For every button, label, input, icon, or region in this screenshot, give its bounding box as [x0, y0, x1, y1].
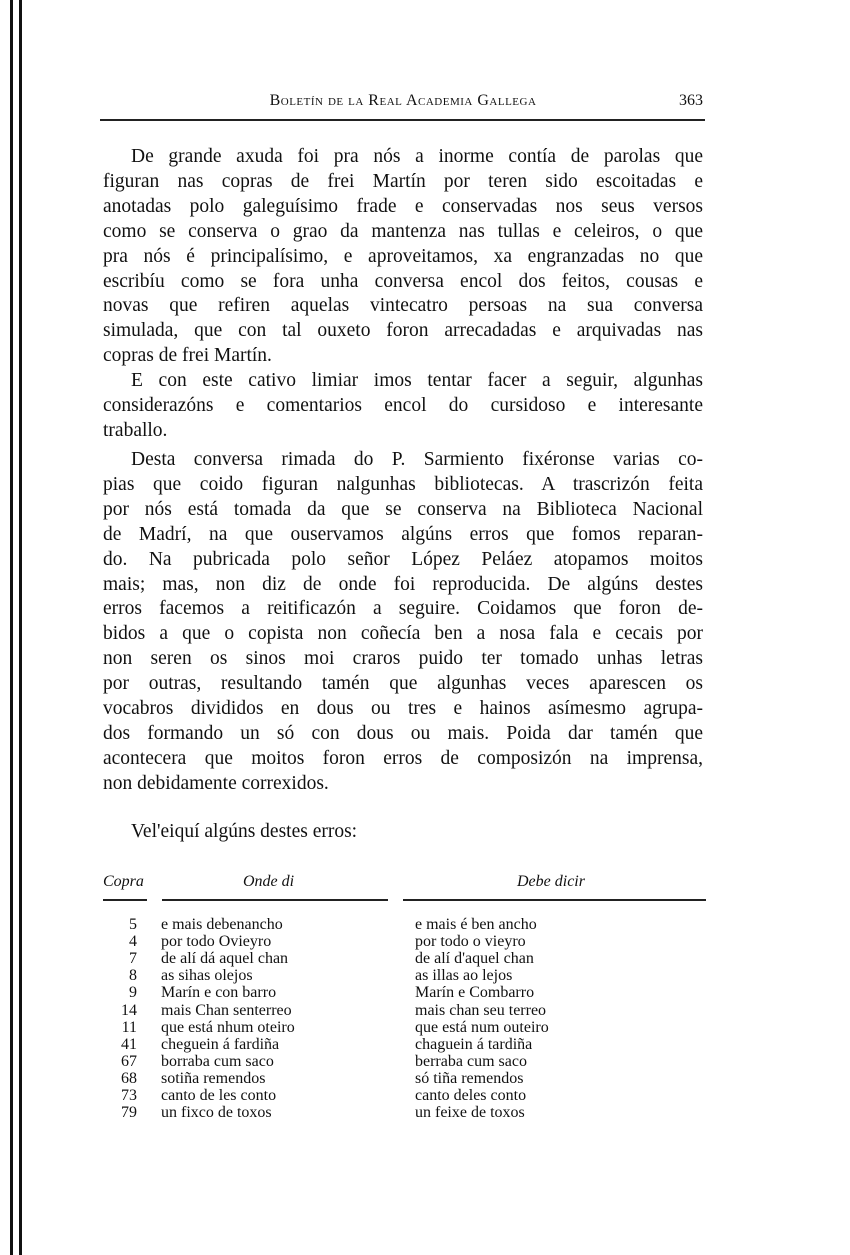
text-line: anotadas polo galeguísimo frade e conservadas nos seus versos	[103, 195, 703, 217]
debe-dicir-cell: canto deles conto	[415, 1087, 527, 1104]
text-line: figuran nas copras de frei Martín por teren sido escoitadas e	[103, 170, 703, 192]
debe-dicir-cell: as illas ao lejos	[415, 967, 513, 985]
text-line: copras de frei Martín.	[103, 345, 272, 367]
text-line: do. Na pubricada polo señor López Peláez atopamos moitos	[103, 548, 703, 570]
onde-di-cell: borraba cum saco	[161, 1052, 274, 1070]
text-line: pra nós é principalísimo, e aproveitamos, xa engranzadas no que	[103, 245, 703, 267]
text-line: Desta conversa rimada do P. Sarmiento fixéronse varias co-	[131, 449, 703, 470]
running-title: Boletín de la Real Academia Gallega	[269, 92, 537, 109]
text-line: non debidamente correxidos.	[103, 772, 329, 794]
scan-binding-edge	[19, 0, 22, 1255]
debe-dicir-cell: só tiña remendos	[415, 1069, 524, 1087]
text-line: E con este cativo limiar imos tentar facer a seguir, algunhas	[131, 370, 703, 391]
onde-di-cell: e mais debenancho	[161, 916, 283, 933]
scan-binding-edge	[10, 0, 13, 1255]
copra-number: 9	[129, 984, 137, 1002]
text-line: bidos a que o copista non coñecía ben a nosa fala e cecais por	[103, 623, 703, 645]
table-rule	[403, 899, 706, 901]
text-line: erros facemos a reitificazón a seguire. Coidamos que foron de-	[103, 598, 703, 620]
debe-dicir-cell: mais chan seu terreo	[415, 1001, 547, 1019]
onde-di-cell: mais Chan senterreo	[161, 1001, 292, 1019]
onde-di-cell: as sihas olejos	[161, 967, 253, 985]
debe-dicir-cell: berraba cum saco	[415, 1052, 527, 1070]
copra-number: 73	[121, 1087, 137, 1104]
text-line: novas que refiren aquelas vintecatro persoas na sua conversa	[103, 295, 703, 317]
copra-number: 5	[129, 916, 137, 933]
text-line: acontecera que moitos foron erros de composizón na imprensa,	[103, 747, 703, 769]
text-line: como se conserva o grao da mantenza nas tullas e celeiros, o que	[103, 220, 703, 242]
copra-number: 67	[121, 1052, 137, 1070]
onde-di-cell: Marín e con barro	[161, 984, 277, 1002]
text-line: non seren os sinos moi craros puido ter tomado unhas letras	[103, 648, 703, 670]
copra-number: 79	[121, 1104, 137, 1122]
text-line: pias que coido figuran nalgunhas bibliotecas. A trascrizón feita	[103, 473, 703, 495]
text-line: De grande axuda foi pra nós a inorme contía de parolas que	[131, 146, 703, 167]
text-line: traballo.	[103, 419, 168, 441]
onde-di-cell: canto de les conto	[161, 1087, 277, 1104]
text-line: dos formando un só con dous ou mais. Poida dar tamén que	[103, 722, 703, 744]
debe-dicir-cell: chaguein á tardiña	[415, 1035, 533, 1053]
onde-di-cell: un fixco de toxos	[161, 1104, 272, 1122]
onde-di-cell: de alí dá aquel chan	[161, 950, 289, 968]
copra-number: 7	[129, 950, 137, 968]
debe-dicir-cell: e mais é ben ancho	[415, 916, 537, 933]
onde-di-cell: sotiña remendos	[161, 1069, 266, 1087]
header-rule	[100, 119, 705, 121]
text-line: por nós está tomada da que se conserva na Biblioteca Nacional	[103, 498, 703, 520]
column-header-copra: Copra	[103, 873, 144, 890]
column-header-debe-dicir: Debe dicir	[517, 873, 585, 890]
onde-di-cell: por todo Ovieyro	[161, 933, 272, 951]
copra-number: 4	[129, 933, 137, 951]
text-line: Vel'eiquí algúns destes erros:	[131, 821, 358, 842]
text-line: por outras, resultando tamén que algunhas veces aparescen os	[103, 673, 703, 695]
text-line: escribíu como se fora unha conversa encol dos feitos, cousas e	[103, 270, 703, 292]
onde-di-cell: que está nhum oteiro	[161, 1018, 295, 1036]
copra-number: 11	[121, 1018, 137, 1036]
text-line: mais; mas, non diz de onde foi reproducida. De algúns destes	[103, 573, 703, 595]
debe-dicir-cell: que está num outeiro	[415, 1018, 549, 1036]
text-line: de Madrí, na que ouservamos algúns erros que fomos reparan-	[103, 523, 703, 545]
debe-dicir-cell: por todo o vieyro	[415, 933, 526, 951]
text-line: considerazóns e comentarios encol do cursidoso e interesante	[103, 394, 703, 416]
debe-dicir-cell: de alí d'aquel chan	[415, 950, 534, 968]
page-number: 363	[679, 92, 703, 109]
copra-number: 41	[121, 1035, 137, 1053]
column-header-onde-di: Onde di	[243, 873, 295, 890]
debe-dicir-cell: Marín e Combarro	[415, 984, 535, 1002]
copra-number: 8	[129, 967, 137, 985]
table-rule	[103, 899, 147, 901]
text-line: vocabros divididos en dous ou tres e hainos asímesmo agrupa-	[103, 698, 703, 719]
copra-number: 68	[121, 1069, 137, 1087]
table-rule	[162, 899, 388, 901]
copra-number: 14	[121, 1001, 137, 1019]
onde-di-cell: cheguein á fardiña	[161, 1035, 280, 1053]
text-line: simulada, que con tal ouxeto foron arrecadadas e arquivadas nas	[103, 320, 703, 342]
running-header	[103, 92, 703, 114]
debe-dicir-cell: un feixe de toxos	[415, 1104, 525, 1122]
